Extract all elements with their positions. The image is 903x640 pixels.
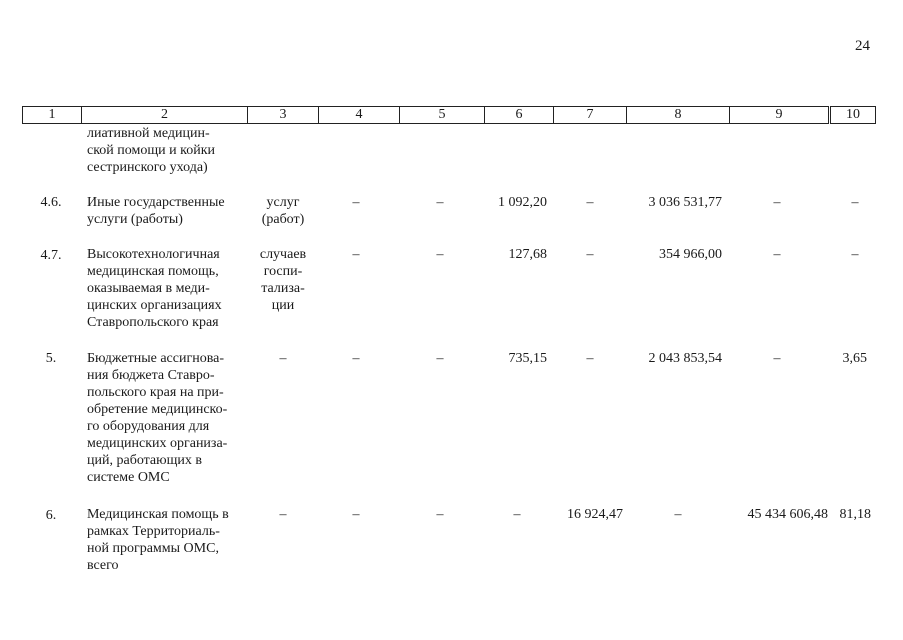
row-col7: 16 924,47 [567, 507, 623, 522]
row-col10: – [851, 247, 859, 262]
header-cell-3: 3 [247, 106, 319, 124]
row-col10: 3,65 [842, 351, 867, 366]
header-cell-4: 4 [318, 106, 400, 124]
row-col5: – [436, 507, 444, 522]
row-col9: – [773, 351, 781, 366]
row-col4: – [352, 507, 360, 522]
row-unit: – [279, 351, 287, 366]
row-col5: – [436, 195, 444, 210]
row-col8: 354 966,00 [659, 247, 722, 262]
row-col7: – [586, 195, 594, 210]
row-unit: – [279, 507, 287, 522]
header-cell-5: 5 [399, 106, 485, 124]
row-col8: 2 043 853,54 [648, 351, 722, 366]
row-number: 6. [45, 508, 57, 523]
row-col9: – [773, 195, 781, 210]
header-cell-8: 8 [626, 106, 730, 124]
header-cell-6: 6 [484, 106, 554, 124]
page-number: 24 [855, 38, 870, 54]
row-description: Медицинская помощь в рамках Территориаль- ной программы ОМС, всего [87, 507, 229, 573]
row-unit: случаев госпи- тализа- ции [259, 247, 307, 313]
header-cell-2: 2 [81, 106, 248, 124]
row-col10: – [851, 195, 859, 210]
row-unit: услуг (работ) [261, 195, 305, 227]
row-number: 5. [45, 351, 57, 366]
row-description: Иные государственные услуги (работы) [87, 195, 225, 227]
row-col6: 735,15 [508, 351, 547, 366]
row-col9: – [773, 247, 781, 262]
header-cell-1: 1 [22, 106, 82, 124]
row-col5: – [436, 351, 444, 366]
row-col4: – [352, 247, 360, 262]
row-col8: – [674, 507, 682, 522]
table-header-row [22, 106, 876, 124]
continuation-description: лиативной медицин- ской помощи и койки сестринского ухода) [87, 126, 216, 175]
row-col8: 3 036 531,77 [648, 195, 722, 210]
header-cell-7: 7 [553, 106, 627, 124]
row-col4: – [352, 195, 360, 210]
row-col4: – [352, 351, 360, 366]
row-col7: – [586, 351, 594, 366]
row-col5: – [436, 247, 444, 262]
row-col6: – [513, 507, 521, 522]
row-col9: 45 434 606,48 [747, 507, 828, 522]
row-col6: 1 092,20 [498, 195, 547, 210]
row-col7: – [586, 247, 594, 262]
row-number: 4.7. [40, 248, 62, 263]
row-description: Бюджетные ассигнова- ния бюджета Ставро- польского края на при- обретение медицинско- го оборудования для медицинских организа- ций, работающих в системе ОМС [87, 351, 228, 485]
header-cell-10: 10 [830, 106, 876, 124]
row-description: Высокотехнологичная медицинская помощь, оказываемая в меди- цинских организациях Ставропольского края [87, 247, 222, 330]
row-col6: 127,68 [508, 247, 547, 262]
row-number: 4.6. [40, 195, 62, 210]
header-cell-9: 9 [729, 106, 829, 124]
row-col10: 81,18 [839, 507, 871, 522]
